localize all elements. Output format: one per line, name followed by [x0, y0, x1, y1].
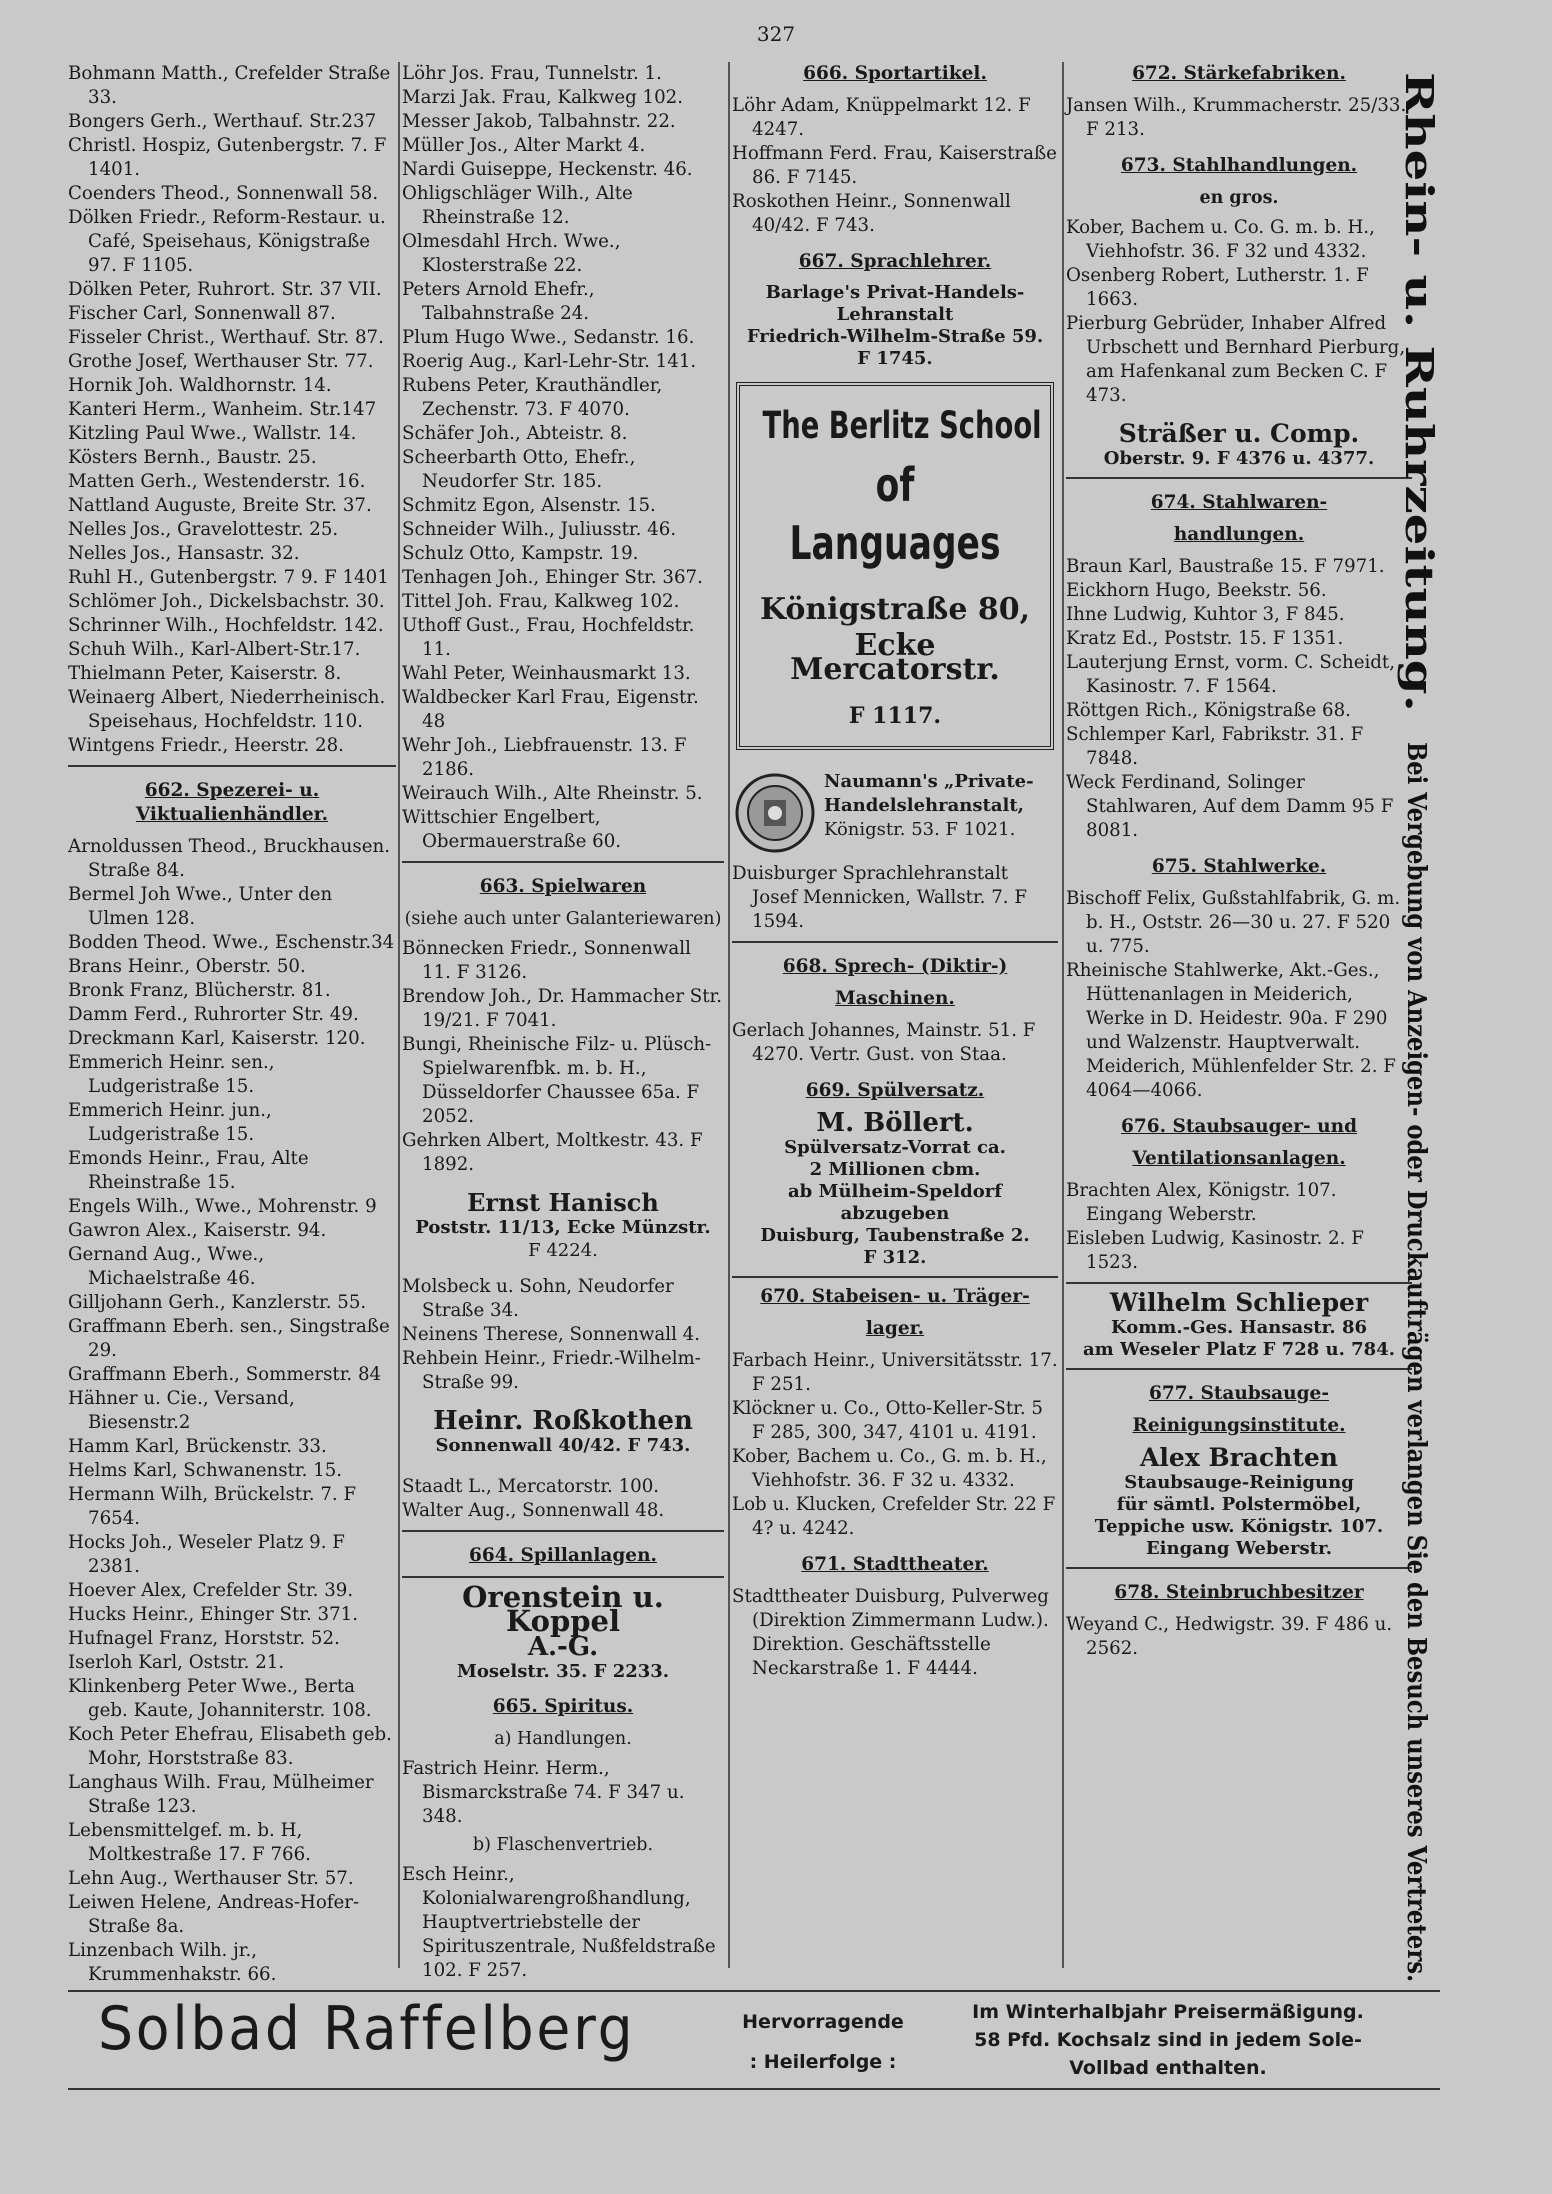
list-item: Dölken Peter, Ruhrort. Str. 37 VII.: [68, 279, 382, 300]
list-item: Emonds Heinr., Frau, Alte Rheinstraße 15.: [68, 1148, 309, 1193]
list-item: Rehbein Heinr., Friedr.-Wilhelm-Straße 99.: [402, 1348, 701, 1393]
entry-list: [1066, 94, 1412, 142]
ad-line: Ecke Mercatorstr.: [790, 628, 1000, 687]
divider: [1066, 477, 1412, 479]
list-item: Wittschier Engelbert, Obermauerstraße 60.: [402, 807, 622, 852]
section-heading: 666. Sportartikel.: [803, 63, 987, 84]
bottom-ad: [68, 1990, 1440, 2090]
ad-line: Sonnenwall 40/42. F 743.: [435, 1435, 691, 1456]
list-item: Osenberg Robert, Lutherstr. 1. F 1663.: [1066, 265, 1369, 310]
list-item: Stadttheater Duisburg, Pulverweg (Direktion Zimmermann Ludw.). Direktion. Geschäftsstelle Neckarstraße 1. F 4444.: [732, 1586, 1049, 1679]
ad-line: Eingang Weberstr.: [1145, 1538, 1333, 1559]
ad-title: M. Böllert.: [816, 1108, 974, 1138]
berlitz-ad: [736, 382, 1054, 750]
entry-list: [68, 62, 396, 758]
list-item: Lehn Aug., Werthauser Str. 57.: [68, 1868, 354, 1889]
ad-line: Barlage's Privat-Handels-Lehranstalt: [765, 282, 1025, 325]
list-item: Weyand C., Hedwigstr. 39. F 486 u. 2562.: [1066, 1614, 1393, 1659]
list-item: Matten Gerh., Westenderstr. 16.: [68, 471, 366, 492]
ad-line: F 1745.: [857, 348, 933, 369]
list-item: Langhaus Wilh. Frau, Mülheimer Straße 123.: [68, 1772, 374, 1817]
section-heading: handlungen.: [1173, 524, 1305, 545]
list-item: Wintgens Friedr., Heerstr. 28.: [68, 735, 344, 756]
ad-line: Spülversatz-Vorrat ca.: [784, 1137, 1006, 1158]
entry-list: [1066, 555, 1412, 843]
entry-list: [402, 1757, 724, 1829]
list-item: Rubens Peter, Krauthändler, Zechenstr. 73. F 4070.: [402, 375, 663, 420]
list-item: Jansen Wilh., Krummacherstr. 25/33. F 213.: [1066, 95, 1407, 140]
divider: [1066, 1368, 1412, 1370]
ad-line: ab Mülheim-Speldorf abzugeben: [788, 1181, 1002, 1224]
entry-list: [402, 1275, 724, 1395]
section-heading: lager.: [865, 1318, 925, 1339]
list-item: Brendow Joh., Dr. Hammacher Str. 19/21. F 7041.: [402, 986, 723, 1031]
list-item: Thielmann Peter, Kaiserstr. 8.: [68, 663, 342, 684]
list-item: Bungi, Rheinische Filz- u. Plüsch-Spielwarenfbk. m. b. H., Düsseldorfer Chaussee 65a. F 2052.: [402, 1034, 712, 1127]
solbad-title: Solbad Raffelberg: [98, 1994, 636, 2064]
ad-title: Wilhelm Schlieper: [1109, 1288, 1369, 1317]
vertical-banner: [1386, 62, 1442, 2162]
divider: [732, 941, 1058, 943]
list-item: Löhr Adam, Knüppelmarkt 12. F 4247.: [732, 95, 1031, 140]
list-item: Kösters Bernh., Baustr. 25.: [68, 447, 317, 468]
list-item: Müller Jos., Alter Markt 4.: [402, 135, 646, 156]
list-item: Schneider Wilh., Juliusstr. 46.: [402, 519, 677, 540]
section-heading: Ventilationsanlagen.: [1132, 1148, 1346, 1169]
list-item: Kanteri Herm., Wanheim. Str.147: [68, 399, 377, 420]
divider: [68, 1990, 1440, 1992]
list-item: Hocks Joh., Weseler Platz 9. F 2381.: [68, 1532, 345, 1577]
list-item: Fisseler Christ., Werthauf. Str. 87.: [68, 327, 384, 348]
divider: [68, 2088, 1440, 2090]
list-item: Kober, Bachem u. Co., G. m. b. H., Viehhofstr. 36. F 32 u. 4332.: [732, 1446, 1047, 1491]
list-item: Röttgen Rich., Königstraße 68.: [1066, 700, 1351, 721]
list-item: Helms Karl, Schwanenstr. 15.: [68, 1460, 343, 1481]
list-item: Schäfer Joh., Abteistr. 8.: [402, 423, 628, 444]
list-item: Roerig Aug., Karl-Lehr-Str. 141.: [402, 351, 697, 372]
ad-line: Vollbad enthalten.: [1069, 2057, 1267, 2079]
section-heading: 671. Stadttheater.: [801, 1554, 989, 1575]
list-item: Koch Peter Ehefrau, Elisabeth geb. Mohr, Horststraße 83.: [68, 1724, 392, 1769]
list-item: Wehr Joh., Liebfrauenstr. 13. F 2186.: [402, 735, 687, 780]
section-heading: 672. Stärkefabriken.: [1132, 63, 1346, 84]
ad-line: Im Winterhalbjahr Preisermäßigung.: [972, 2001, 1364, 2023]
list-item: Pierburg Gebrüder, Inhaber Alfred Urbschett und Bernhard Pierburg, am Hafenkanal zum Becken C. F 473.: [1066, 313, 1406, 406]
list-item: Iserloh Karl, Oststr. 21.: [68, 1652, 285, 1673]
list-item: Gerlach Johannes, Mainstr. 51. F 4270. Vertr. Gust. von Staa.: [732, 1020, 1036, 1065]
list-item: Roskothen Heinr., Sonnenwall 40/42. F 743.: [732, 191, 1011, 236]
divider: [68, 765, 396, 767]
list-item: Hamm Karl, Brückenstr. 33.: [68, 1436, 327, 1457]
section-heading: 667. Sprachlehrer.: [798, 251, 992, 272]
column-1: [68, 62, 396, 1987]
list-item: Kober, Bachem u. Co. G. m. b. H., Viehhofstr. 36. F 32 und 4332.: [1066, 217, 1375, 262]
list-item: Hoffmann Ferd. Frau, Kaiserstraße 86. F 7145.: [732, 143, 1057, 188]
entry-list: [732, 94, 1058, 238]
ad-line: Hervorragende: [742, 2011, 904, 2033]
ad-title: of Languages: [789, 458, 1001, 570]
list-item: Braun Karl, Baustraße 15. F 7971.: [1066, 556, 1385, 577]
section-heading: 664. Spillanlagen.: [469, 1545, 657, 1566]
ad-title: Sträßer u. Comp.: [1118, 419, 1360, 448]
column-rule: [398, 62, 400, 1968]
ad-line: F 4224.: [528, 1240, 598, 1261]
banner-text: Bei Vergebung von Anzeigen- oder Druckaufträgen verlangen Sie den Besuch unseres Vertreters.: [1401, 742, 1431, 2162]
section-heading: 673. Stahlhandlungen.: [1120, 155, 1358, 176]
list-item: Emmerich Heinr. jun., Ludgeristraße 15.: [68, 1100, 272, 1145]
list-item: Bronk Franz, Blücherstr. 81.: [68, 980, 331, 1001]
list-item: Ohligschläger Wilh., Alte Rheinstraße 12.: [402, 183, 633, 228]
list-item: Neinens Therese, Sonnenwall 4.: [402, 1324, 701, 1345]
entry-list: [1066, 887, 1412, 1103]
ad-line: Teppiche usw. Königstr. 107.: [1094, 1516, 1384, 1537]
naumann-ad: [732, 770, 1058, 856]
entry-list: [402, 937, 724, 1177]
list-item: Fischer Carl, Sonnenwall 87.: [68, 303, 336, 324]
list-item: Tittel Joh. Frau, Kalkweg 102.: [402, 591, 680, 612]
list-item: Leiwen Helene, Andreas-Hofer-Straße 8a.: [68, 1892, 360, 1937]
divider: [402, 1530, 724, 1532]
ad-line: F 1117.: [848, 703, 942, 729]
list-item: Linzenbach Wilh. jr., Krummenhakstr. 66.: [68, 1940, 277, 1985]
list-item: Eickhorn Hugo, Beekstr. 56.: [1066, 580, 1327, 601]
section-heading: 662. Spezerei- u. Viktualienhändler.: [135, 780, 329, 825]
list-item: Hermann Wilh, Brückelstr. 7. F 7654.: [68, 1484, 357, 1529]
list-item: Duisburger Sprachlehranstalt Josef Mennicken, Wallstr. 7. F 1594.: [732, 863, 1027, 932]
list-item: Olmesdahl Hrch. Wwe., Klosterstraße 22.: [402, 231, 621, 276]
divider: [732, 1276, 1058, 1278]
section-heading: Reinigungsinstitute.: [1132, 1415, 1346, 1436]
divider: [1066, 1282, 1412, 1284]
list-item: Hoever Alex, Crefelder Str. 39.: [68, 1580, 354, 1601]
list-item: Waldbecker Karl Frau, Eigenstr. 48: [402, 687, 699, 732]
list-item: Nardi Guiseppe, Heckenstr. 46.: [402, 159, 693, 180]
list-item: Christl. Hospiz, Gutenbergstr. 7. F 1401.: [68, 135, 387, 180]
section-heading: 665. Spiritus.: [492, 1696, 634, 1717]
list-item: Brans Heinr., Oberstr. 50.: [68, 956, 306, 977]
section-note: (siehe auch unter Galanteriewaren): [404, 909, 722, 929]
subsection-heading: a) Handlungen.: [494, 1729, 632, 1749]
list-item: Kitzling Paul Wwe., Wallstr. 14.: [68, 423, 357, 444]
list-item: Schuh Wilh., Karl-Albert-Str.17.: [68, 639, 361, 660]
list-item: Nelles Jos., Gravelottestr. 25.: [68, 519, 339, 540]
list-item: Grothe Josef, Werthauser Str. 77.: [68, 351, 374, 372]
section-heading: Maschinen.: [835, 988, 955, 1009]
list-item: Löhr Jos. Frau, Tunnelstr. 1.: [402, 63, 662, 84]
ad-line: Poststr. 11/13, Ecke Münzstr.: [415, 1217, 711, 1238]
ad-line: 2 Millionen cbm.: [809, 1159, 981, 1180]
ad-line: F 312.: [863, 1247, 927, 1268]
list-item: Schulz Otto, Kampstr. 19.: [402, 543, 639, 564]
list-item: Staadt L., Mercatorstr. 100.: [402, 1476, 660, 1497]
list-item: Engels Wilh., Wwe., Mohrenstr. 9: [68, 1196, 377, 1217]
list-item: Nattland Auguste, Breite Str. 37.: [68, 495, 372, 516]
ad-line: Handelslehranstalt,: [824, 795, 1024, 816]
list-item: Bermel Joh Wwe., Unter den Ulmen 128.: [68, 884, 333, 929]
column-rule: [728, 62, 730, 1968]
boellert-lines: [732, 1137, 1058, 1269]
list-item: Wahl Peter, Weinhausmarkt 13.: [402, 663, 691, 684]
ad-title: Alex Brachten: [1140, 1443, 1338, 1472]
list-item: Bohmann Matth., Crefelder Straße 33.: [68, 63, 391, 108]
ad-line: Friedrich-Wilhelm-Straße 59.: [746, 326, 1044, 347]
list-item: Bischoff Felix, Gußstahlfabrik, G. m. b. H., Oststr. 26—30 u. 27. F 520 u. 775.: [1066, 888, 1401, 957]
list-item: Klinkenberg Peter Wwe., Berta geb. Kaute, Johanniterstr. 108.: [68, 1676, 372, 1721]
list-item: Emmerich Heinr. sen., Ludgeristraße 15.: [68, 1052, 275, 1097]
ad-title: The Berlitz School: [762, 404, 1042, 447]
ad-line: Naumann's „Private-: [824, 771, 1034, 792]
list-item: Schrinner Wilh., Hochfeldstr. 142.: [68, 615, 384, 636]
ad-line: Moselstr. 35. F 2233.: [456, 1661, 670, 1682]
ad-line: am Weseler Platz F 728 u. 784.: [1083, 1339, 1395, 1360]
list-item: Bongers Gerh., Werthauf. Str.237: [68, 111, 377, 132]
list-item: Gehrken Albert, Moltkestr. 43. F 1892.: [402, 1130, 703, 1175]
list-item: Klöckner u. Co., Otto-Keller-Str. 5 F 285, 300, 347, 4101 u. 4191.: [732, 1398, 1043, 1443]
list-item: Fastrich Heinr. Herm., Bismarckstraße 74. F 347 u. 348.: [402, 1758, 685, 1827]
ad-line: Staubsauge-Reinigung: [1124, 1472, 1354, 1493]
subsection-heading: b) Flaschenvertrieb.: [472, 1835, 654, 1855]
entry-list: [732, 862, 1058, 934]
section-heading: 670. Stabeisen- u. Träger-: [760, 1286, 1030, 1307]
list-item: Graffmann Eberh., Sommerstr. 84: [68, 1364, 382, 1385]
entry-list: [732, 1349, 1058, 1541]
ad-title: Orenstein u. Koppel: [462, 1580, 664, 1638]
list-item: Schmitz Egon, Alsenstr. 15.: [402, 495, 656, 516]
banner-title: Rhein- u. Ruhrzeitung.: [1397, 72, 1442, 561]
ad-line: Oberstr. 9. F 4376 u. 4377.: [1103, 448, 1375, 469]
entry-list: [1066, 1179, 1412, 1275]
ad-line: : Heilerfolge :: [749, 2051, 897, 2073]
ad-subtitle: A.-G.: [527, 1632, 599, 1662]
ad-line: 58 Pfd. Kochsalz sind in jedem Sole-: [974, 2029, 1362, 2051]
section-heading: 678. Steinbruchbesitzer: [1114, 1582, 1364, 1603]
list-item: Rheinische Stahlwerke, Akt.-Ges., Hüttenanlagen in Meiderich, Werke in D. Heidestr. 90a. F 290 und Walzenstr. Hauptverwalt. Meiderich, Mühlenfelder Str. 2. F 4064—4066.: [1066, 960, 1396, 1101]
section-heading: 669. Spülversatz.: [805, 1080, 985, 1101]
list-item: Ihne Ludwig, Kuhtor 3, F 845.: [1066, 604, 1345, 625]
list-item: Ruhl H., Gutenbergstr. 7 9. F 1401: [68, 567, 389, 588]
entry-list: [402, 1863, 724, 1983]
list-item: Dreckmann Karl, Kaiserstr. 120.: [68, 1028, 366, 1049]
list-item: Plum Hugo Wwe., Sedanstr. 16.: [402, 327, 695, 348]
list-item: Marzi Jak. Frau, Kalkweg 102.: [402, 87, 684, 108]
divider: [1066, 1567, 1412, 1569]
column-4: [1066, 62, 1412, 1661]
list-item: Walter Aug., Sonnenwall 48.: [402, 1500, 665, 1521]
column-3: [732, 62, 1058, 1681]
list-item: Brachten Alex, Königstr. 107. Eingang Weberstr.: [1066, 1180, 1337, 1225]
list-item: Peters Arnold Ehefr., Talbahnstraße 24.: [402, 279, 595, 324]
section-heading: 674. Stahlwaren-: [1150, 492, 1328, 513]
ad-line: Duisburg, Taubenstraße 2.: [760, 1225, 1030, 1246]
section-note: en gros.: [1199, 188, 1279, 208]
list-item: Hähner u. Cie., Versand, Biesenstr.2: [68, 1388, 295, 1433]
list-item: Kratz Ed., Poststr. 15. F 1351.: [1066, 628, 1344, 649]
winter-notice: [908, 1998, 1428, 2082]
list-item: Schlemper Karl, Fabrikstr. 31. F 7848.: [1066, 724, 1364, 769]
ad-line: Komm.-Ges. Hansastr. 86: [1111, 1317, 1367, 1338]
list-item: Lauterjung Ernst, vorm. C. Scheidt, Kasinostr. 7. F 1564.: [1066, 652, 1396, 697]
list-item: Gilljohann Gerh., Kanzlerstr. 55.: [68, 1292, 367, 1313]
section-heading: 677. Staubsauge-: [1148, 1383, 1329, 1404]
list-item: Weinaerg Albert, Niederrheinisch. Speisehaus, Hochfeldstr. 110.: [68, 687, 386, 732]
list-item: Schlömer Joh., Dickelsbachstr. 30.: [68, 591, 385, 612]
ad-line: Königstr. 53. F 1021.: [824, 819, 1016, 840]
entry-list: [1066, 1613, 1412, 1661]
list-item: Bönnecken Friedr., Sonnenwall 11. F 3126.: [402, 938, 691, 983]
list-item: Damm Ferd., Ruhrorter Str. 49.: [68, 1004, 359, 1025]
entry-list: [68, 835, 396, 1987]
list-item: Weirauch Wilh., Alte Rheinstr. 5.: [402, 783, 703, 804]
list-item: Messer Jakob, Talbahnstr. 22.: [402, 111, 676, 132]
divider: [402, 861, 724, 863]
section-heading: 668. Sprech- (Diktir-): [782, 956, 1008, 977]
vertical-banner-svg: [1386, 62, 1442, 2162]
ad-line: Königstraße 80,: [759, 592, 1031, 627]
entry-list: [1066, 216, 1412, 408]
entry-list: [732, 1585, 1058, 1681]
list-item: Lebensmittelgef. m. b. H, Moltkestraße 17. F 766.: [68, 1820, 311, 1865]
list-item: Bodden Theod. Wwe., Eschenstr.34: [68, 932, 395, 953]
list-item: Hufnagel Franz, Horststr. 52.: [68, 1628, 340, 1649]
list-item: Farbach Heinr., Universitätsstr. 17. F 251.: [732, 1350, 1058, 1395]
list-item: Hornik Joh. Waldhornstr. 14.: [68, 375, 332, 396]
list-item: Weck Ferdinand, Solinger Stahlwaren, Auf dem Damm 95 F 8081.: [1066, 772, 1394, 841]
ad-title: Ernst Hanisch: [467, 1188, 659, 1217]
column-rule: [1062, 62, 1064, 1968]
list-item: Gawron Alex., Kaiserstr. 94.: [68, 1220, 327, 1241]
list-item: Tenhagen Joh., Ehinger Str. 367.: [402, 567, 703, 588]
column-2: [402, 62, 724, 1983]
list-item: Molsbeck u. Sohn, Neudorfer Straße 34.: [402, 1276, 674, 1321]
list-item: Uthoff Gust., Frau, Hochfeldstr. 11.: [402, 615, 695, 660]
list-item: Dölken Friedr., Reform-Restaur. u. Café, Speisehaus, Königstraße 97. F 1105.: [68, 207, 386, 276]
list-item: Esch Heinr., Kolonialwarengroßhandlung, Hauptvertriebstelle der Spirituszentrale, Nußfeldstraße 102. F 257.: [402, 1864, 716, 1981]
list-item: Hucks Heinr., Ehinger Str. 371.: [68, 1604, 359, 1625]
entry-list: [402, 62, 724, 854]
page-number: 327: [756, 22, 796, 46]
list-item: Arnoldussen Theod., Bruckhausen. Straße 84.: [68, 836, 390, 881]
list-item: Eisleben Ludwig, Kasinostr. 2. F 1523.: [1066, 1228, 1364, 1273]
entry-list: [732, 1019, 1058, 1067]
ad-title: Heinr. Roßkothen: [433, 1406, 693, 1436]
section-heading: 675. Stahlwerke.: [1151, 856, 1327, 877]
list-item: Nelles Jos., Hansastr. 32.: [68, 543, 300, 564]
section-heading: 676. Staubsauger- und: [1120, 1116, 1358, 1137]
divider: [402, 1576, 724, 1578]
section-heading: 663. Spielwaren: [479, 876, 647, 897]
list-item: Scheerbarth Otto, Ehefr., Neudorfer Str. 185.: [402, 447, 636, 492]
list-item: Lob u. Klucken, Crefelder Str. 22 F 4? u. 4242.: [732, 1494, 1056, 1539]
list-item: Graffmann Eberh. sen., Singstraße 29.: [68, 1316, 390, 1361]
list-item: Gernand Aug., Wwe., Michaelstraße 46.: [68, 1244, 265, 1289]
list-item: Coenders Theod., Sonnenwall 58.: [68, 183, 379, 204]
entry-list: [402, 1475, 724, 1523]
ad-line: für sämtl. Polstermöbel,: [1116, 1494, 1362, 1515]
school-seal-icon: [732, 770, 818, 856]
